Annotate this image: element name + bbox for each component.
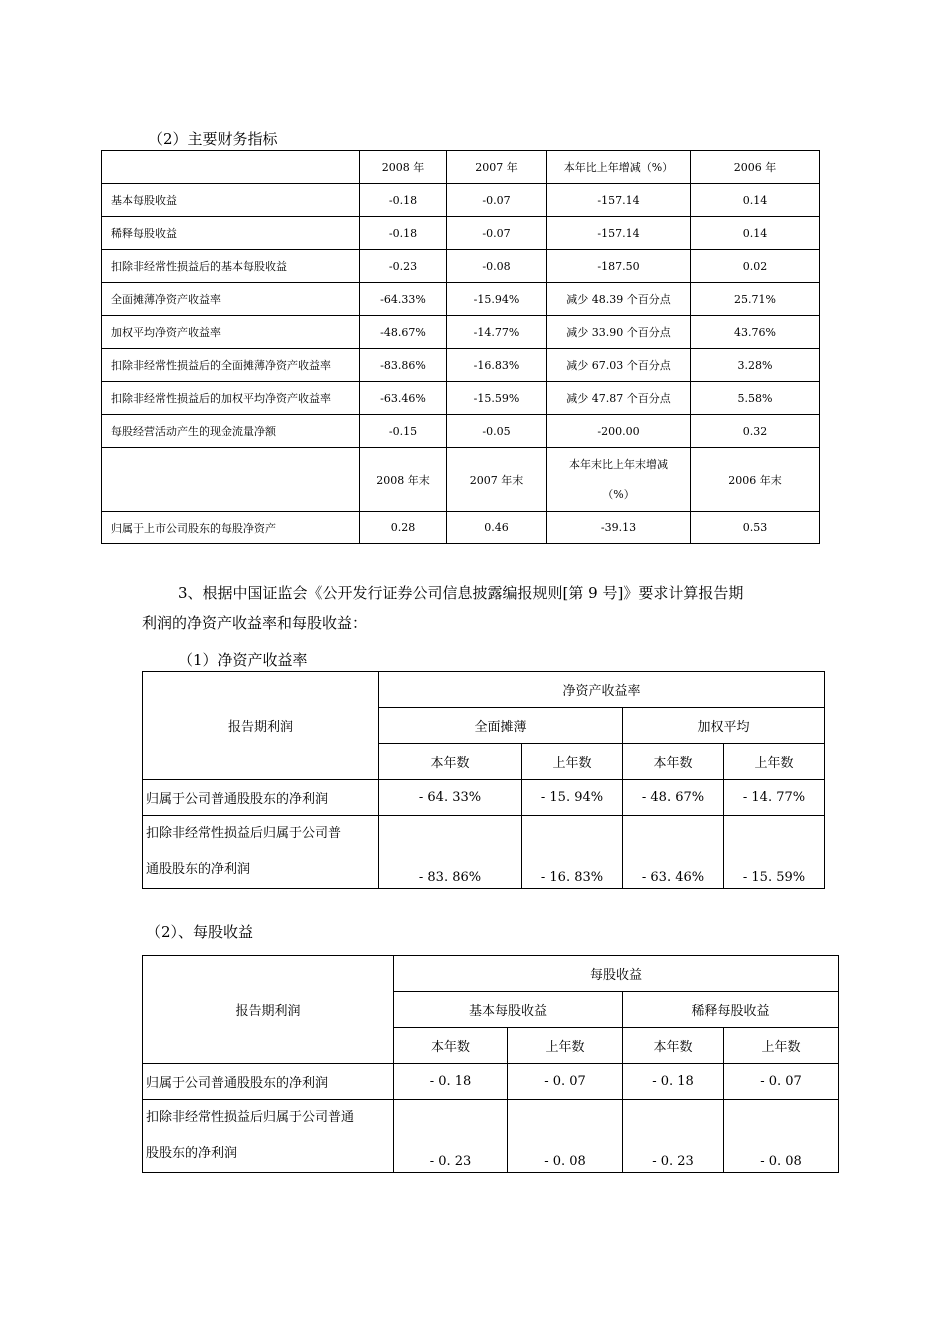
table-cell: - 15. 94% (522, 780, 623, 816)
section-heading-financial-indicators: （2）主要财务指标 (148, 130, 278, 148)
table-cell: 3.28% (691, 349, 820, 382)
table-cell: 0.14 (691, 217, 820, 250)
header-cell: 本年比上年增减（%） (547, 151, 691, 184)
table-cell: -15.59% (447, 382, 547, 415)
header-cell (102, 151, 360, 184)
table-cell: -0.05 (447, 415, 547, 448)
table-cell: -0.07 (447, 184, 547, 217)
table-cell: - 48. 67% (623, 780, 724, 816)
subheader-cell: 全面摊薄 (379, 708, 623, 744)
header-cell: 2008 年 (360, 151, 447, 184)
table-row (102, 382, 820, 415)
table-cell: - 0. 18 (623, 1064, 724, 1100)
table-cell: 0.46 (447, 512, 547, 544)
paragraph-line-1: 3、根据中国证监会《公开发行证券公司信息披露编报规则[第 9 号]》要求计算报告期 (178, 584, 744, 602)
table-cell: -0.23 (360, 250, 447, 283)
subheader-cell: 稀释每股收益 (623, 992, 839, 1028)
table-cell: - 15. 59% (724, 816, 825, 889)
table-cell: 减少 33.90 个百分点 (547, 316, 691, 349)
column-header-cell: 上年数 (508, 1028, 623, 1064)
row-label (143, 1100, 394, 1173)
table-header-row (143, 956, 839, 992)
header-cell: 2007 年末 (447, 448, 547, 512)
table-row (102, 184, 820, 217)
subheader-cell: 加权平均 (623, 708, 825, 744)
table-cell: - 64. 33% (379, 780, 522, 816)
table-row (143, 1064, 839, 1100)
table-cell: -63.46% (360, 382, 447, 415)
column-header-cell: 上年数 (522, 744, 623, 780)
header-text-line: 本年末比上年末增减 (569, 457, 668, 471)
table-header-row (143, 672, 825, 708)
row-header-cell: 报告期利润 (143, 956, 394, 1064)
table-cell: - 0. 08 (508, 1100, 623, 1173)
table-header-row (102, 151, 820, 184)
section-heading-roe: （1）净资产收益率 (178, 651, 308, 669)
table-cell: - 0. 23 (394, 1100, 508, 1173)
subheader-cell: 基本每股收益 (394, 992, 623, 1028)
column-header-cell: 上年数 (724, 744, 825, 780)
table-cell: -16.83% (447, 349, 547, 382)
table-cell: -15.94% (447, 283, 547, 316)
table-cell: - 0. 07 (508, 1064, 623, 1100)
header-cell (102, 448, 360, 512)
group-header-cell: 每股收益 (394, 956, 839, 992)
column-header-cell: 本年数 (394, 1028, 508, 1064)
column-header-cell: 本年数 (379, 744, 522, 780)
table-cell: 0.02 (691, 250, 820, 283)
row-label: 归属于公司普通股股东的净利润 (143, 1064, 394, 1100)
table-cell: -48.67% (360, 316, 447, 349)
table-cell: -157.14 (547, 184, 691, 217)
table-cell: 0.28 (360, 512, 447, 544)
table-cell: - 0. 18 (394, 1064, 508, 1100)
table-row (102, 250, 820, 283)
table-row (102, 283, 820, 316)
row-label: 全面摊薄净资产收益率 (102, 283, 360, 316)
row-label-line: 扣除非经常性损益后归属于公司普通 (146, 1110, 355, 1125)
table-cell: - 63. 46% (623, 816, 724, 889)
row-label: 加权平均净资产收益率 (102, 316, 360, 349)
table-cell: -0.07 (447, 217, 547, 250)
table-cell: 减少 48.39 个百分点 (547, 283, 691, 316)
row-label: 每股经营活动产生的现金流量净额 (102, 415, 360, 448)
table-cell: -39.13 (547, 512, 691, 544)
table-cell: -0.15 (360, 415, 447, 448)
table-cell: -0.18 (360, 217, 447, 250)
row-label: 归属于上市公司股东的每股净资产 (102, 512, 360, 544)
table-row (102, 316, 820, 349)
table-cell: 5.58% (691, 382, 820, 415)
table-row (102, 349, 820, 382)
table-cell: -157.14 (547, 217, 691, 250)
table-cell: - 0. 08 (724, 1100, 839, 1173)
table-cell: 0.32 (691, 415, 820, 448)
paragraph-line-2: 利润的净资产收益率和每股收益： (142, 614, 368, 632)
table-cell: -0.08 (447, 250, 547, 283)
table-cell: -0.18 (360, 184, 447, 217)
header-cell: 2006 年 (691, 151, 820, 184)
header-cell: 2007 年 (447, 151, 547, 184)
table-cell: - 0. 23 (623, 1100, 724, 1173)
row-label: 扣除非经常性损益后的全面摊薄净资产收益率 (102, 349, 360, 382)
header-cell: 2006 年末 (691, 448, 820, 512)
row-label-line: 通股股东的净利润 (146, 862, 251, 877)
table-cell: 0.53 (691, 512, 820, 544)
table-cell: 减少 47.87 个百分点 (547, 382, 691, 415)
table-cell: 减少 67.03 个百分点 (547, 349, 691, 382)
table-cell: 0.14 (691, 184, 820, 217)
table-row (143, 780, 825, 816)
table-cell: - 14. 77% (724, 780, 825, 816)
table-cell: 43.76% (691, 316, 820, 349)
eps-table (142, 955, 839, 1173)
table-cell: - 16. 83% (522, 816, 623, 889)
row-label (143, 816, 379, 889)
group-header-cell: 净资产收益率 (379, 672, 825, 708)
header-cell-change (547, 448, 691, 512)
table-row (143, 816, 825, 889)
financial-indicators-table (101, 150, 820, 544)
column-header-cell: 本年数 (623, 1028, 724, 1064)
row-label: 归属于公司普通股股东的净利润 (143, 780, 379, 816)
column-header-cell: 本年数 (623, 744, 724, 780)
table-cell: -64.33% (360, 283, 447, 316)
row-label-line: 股股东的净利润 (146, 1146, 238, 1161)
table-cell: -14.77% (447, 316, 547, 349)
table-cell: -187.50 (547, 250, 691, 283)
table-row (102, 217, 820, 250)
header-cell: 2008 年末 (360, 448, 447, 512)
section-heading-eps: （2）、每股收益 (146, 923, 254, 941)
table-header-row-year-end (102, 448, 820, 512)
row-label-line: 扣除非经常性损益后归属于公司普 (146, 826, 342, 841)
header-text-line: （%） (602, 487, 635, 501)
table-cell: -83.86% (360, 349, 447, 382)
row-header-cell: 报告期利润 (143, 672, 379, 780)
table-cell: -200.00 (547, 415, 691, 448)
table-cell: 25.71% (691, 283, 820, 316)
table-row (143, 1100, 839, 1173)
row-label: 扣除非经常性损益后的加权平均净资产收益率 (102, 382, 360, 415)
row-label: 基本每股收益 (102, 184, 360, 217)
table-row (102, 512, 820, 544)
table-cell: - 83. 86% (379, 816, 522, 889)
roe-table (142, 671, 825, 889)
row-label: 扣除非经常性损益后的基本每股收益 (102, 250, 360, 283)
row-label: 稀释每股收益 (102, 217, 360, 250)
column-header-cell: 上年数 (724, 1028, 839, 1064)
table-row (102, 415, 820, 448)
table-cell: - 0. 07 (724, 1064, 839, 1100)
